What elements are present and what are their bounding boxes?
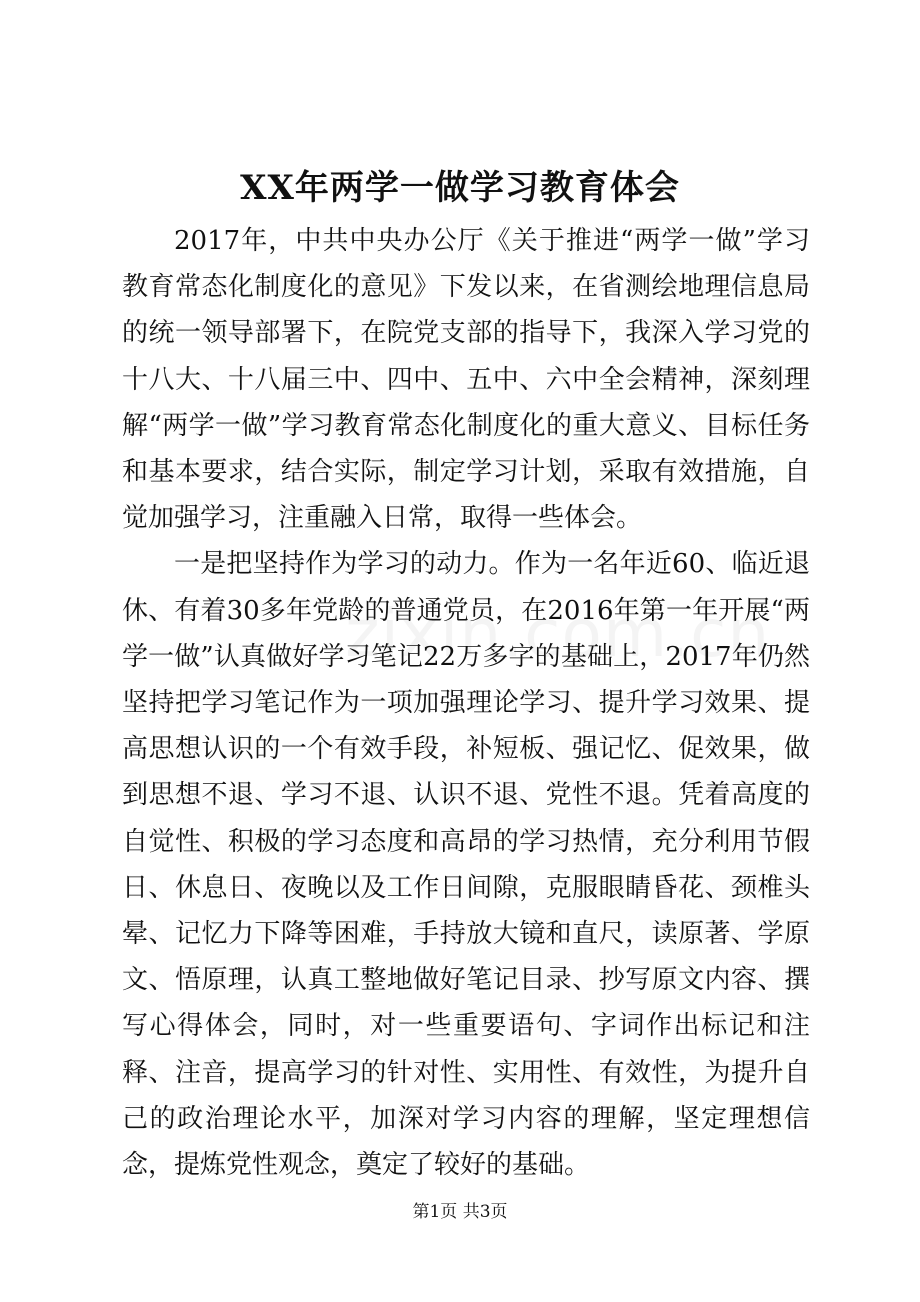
page-footer: 第1页 共3页 — [412, 1202, 508, 1222]
paragraph-first-point: 一是把坚持作为学习的动力。作为一名年近60、临近退休、有着30多年党龄的普通党员，在2016年第一年开展“两学一做”认真做好学习笔记22万多字的基础上，2017年仍然坚持把学习笔记作为一项加强理论学习、提升学习效果、提高思想认识的一个有效手段，补短板、强记忆、促效果，做到思想不退、学习不退、认识不退、党性不退。凭着高度的自觉性、积极的学习态度和高昂的学习热情，充分利用节假日、休息日、夜晚以及工作日间隙，克服眼睛昏花、颈椎头晕、记忆力下降等困难，手持放大镜和直尺，读原著、学原文、悟原理，认真工整地做好笔记目录、抄写原文内容、撰写心得体会，同时，对一些重要语句、字词作出标记和注释、注音，提高学习的针对性、实用性、有效性，为提升自己的政治理论水平，加深对学习内容的理解，坚定理想信念，提炼党性观念，奠定了较好的基础。 — [122, 549, 810, 1181]
paragraph-intro: 2017年，中共中央办公厅《关于推进“两学一做”学习教育常态化制度化的意见》下发以来，在省测绘地理信息局的统一领导部署下，在院党支部的指导下，我深入学习党的十八大、十八届三中、四中、五中、六中全会精神，深刻理解“两学一做”学习教育常态化制度化的重大意义、目标任务和基本要求，结合实际，制定学习计划，采取有效措施，自觉加强学习，注重融入日常，取得一些体会。 — [122, 226, 810, 534]
document-title: XX年两学一做学习教育体会 — [240, 168, 680, 208]
document-body — [122, 218, 810, 1188]
